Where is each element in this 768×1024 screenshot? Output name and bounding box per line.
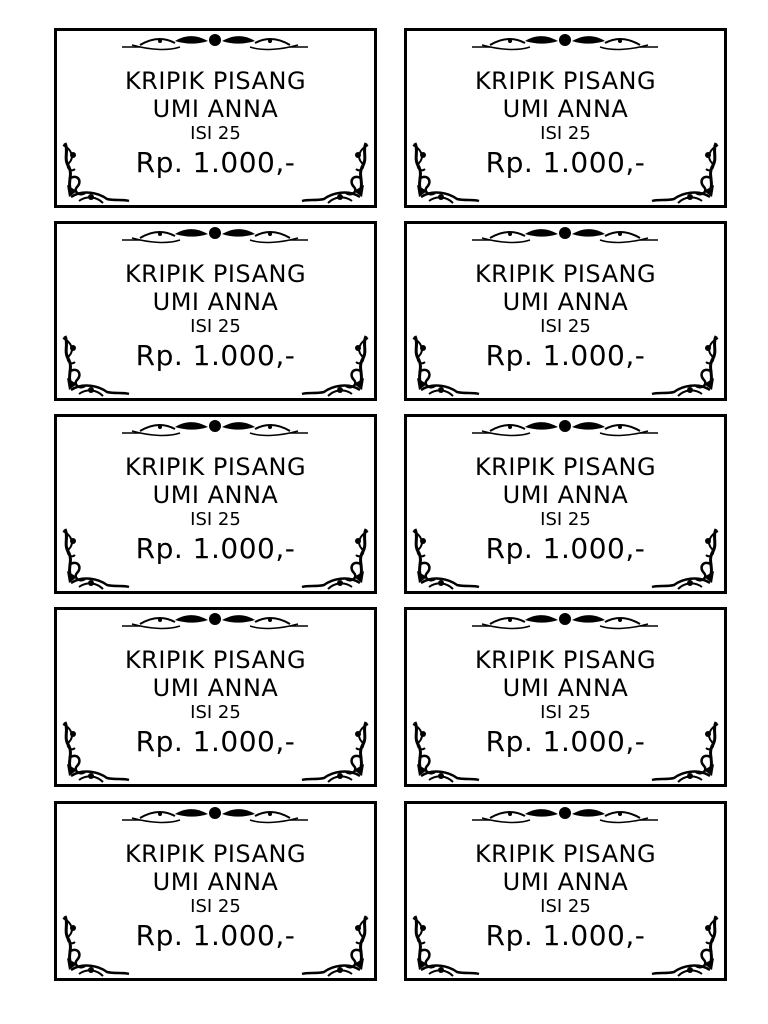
brand-name: UMI ANNA	[502, 868, 629, 896]
brand-name: UMI ANNA	[152, 95, 279, 123]
floral-corner-icon	[650, 332, 722, 398]
product-name: KRIPIK PISANG	[474, 453, 657, 481]
quantity: ISI 25	[190, 509, 241, 530]
product-label	[54, 28, 377, 208]
flourish-ornament-icon	[120, 224, 310, 246]
floral-corner-icon	[650, 912, 722, 978]
brand-name: UMI ANNA	[502, 674, 629, 702]
product-label	[404, 414, 727, 594]
flourish-ornament-icon	[470, 31, 660, 53]
price: Rp. 1.000,-	[485, 146, 646, 179]
floral-corner-icon	[409, 525, 481, 591]
flourish-ornament-icon	[470, 417, 660, 439]
flourish-ornament-icon	[120, 804, 310, 826]
price: Rp. 1.000,-	[135, 919, 296, 952]
product-name: KRIPIK PISANG	[124, 67, 307, 95]
product-label	[54, 607, 377, 787]
product-name: KRIPIK PISANG	[474, 67, 657, 95]
floral-corner-icon	[59, 912, 131, 978]
product-label	[54, 801, 377, 981]
floral-corner-icon	[300, 332, 372, 398]
floral-corner-icon	[59, 525, 131, 591]
product-name: KRIPIK PISANG	[474, 646, 657, 674]
quantity: ISI 25	[190, 123, 241, 144]
product-label	[404, 607, 727, 787]
flourish-ornament-icon	[470, 224, 660, 246]
quantity: ISI 25	[190, 702, 241, 723]
product-name: KRIPIK PISANG	[474, 260, 657, 288]
product-name: KRIPIK PISANG	[124, 453, 307, 481]
floral-corner-icon	[409, 332, 481, 398]
floral-corner-icon	[300, 525, 372, 591]
quantity: ISI 25	[540, 896, 591, 917]
floral-corner-icon	[650, 139, 722, 205]
floral-corner-icon	[650, 718, 722, 784]
quantity: ISI 25	[540, 509, 591, 530]
flourish-ornament-icon	[470, 610, 660, 632]
brand-name: UMI ANNA	[152, 288, 279, 316]
product-name: KRIPIK PISANG	[124, 260, 307, 288]
flourish-ornament-icon	[470, 804, 660, 826]
quantity: ISI 25	[190, 316, 241, 337]
floral-corner-icon	[59, 332, 131, 398]
brand-name: UMI ANNA	[502, 481, 629, 509]
floral-corner-icon	[409, 718, 481, 784]
flourish-ornament-icon	[120, 417, 310, 439]
brand-name: UMI ANNA	[502, 288, 629, 316]
floral-corner-icon	[409, 139, 481, 205]
floral-corner-icon	[59, 139, 131, 205]
product-name: KRIPIK PISANG	[124, 840, 307, 868]
brand-name: UMI ANNA	[502, 95, 629, 123]
price: Rp. 1.000,-	[485, 339, 646, 372]
brand-name: UMI ANNA	[152, 868, 279, 896]
product-name: KRIPIK PISANG	[124, 646, 307, 674]
floral-corner-icon	[409, 912, 481, 978]
price: Rp. 1.000,-	[135, 339, 296, 372]
price: Rp. 1.000,-	[135, 725, 296, 758]
product-label	[54, 221, 377, 401]
product-label	[404, 28, 727, 208]
quantity: ISI 25	[540, 123, 591, 144]
price: Rp. 1.000,-	[485, 919, 646, 952]
flourish-ornament-icon	[120, 31, 310, 53]
floral-corner-icon	[300, 139, 372, 205]
brand-name: UMI ANNA	[152, 674, 279, 702]
floral-corner-icon	[650, 525, 722, 591]
price: Rp. 1.000,-	[135, 532, 296, 565]
product-label	[404, 801, 727, 981]
product-name: KRIPIK PISANG	[474, 840, 657, 868]
brand-name: UMI ANNA	[152, 481, 279, 509]
floral-corner-icon	[59, 718, 131, 784]
quantity: ISI 25	[540, 702, 591, 723]
price: Rp. 1.000,-	[485, 725, 646, 758]
product-label	[54, 414, 377, 594]
quantity: ISI 25	[190, 896, 241, 917]
product-label	[404, 221, 727, 401]
price: Rp. 1.000,-	[135, 146, 296, 179]
quantity: ISI 25	[540, 316, 591, 337]
floral-corner-icon	[300, 912, 372, 978]
floral-corner-icon	[300, 718, 372, 784]
flourish-ornament-icon	[120, 610, 310, 632]
price: Rp. 1.000,-	[485, 532, 646, 565]
